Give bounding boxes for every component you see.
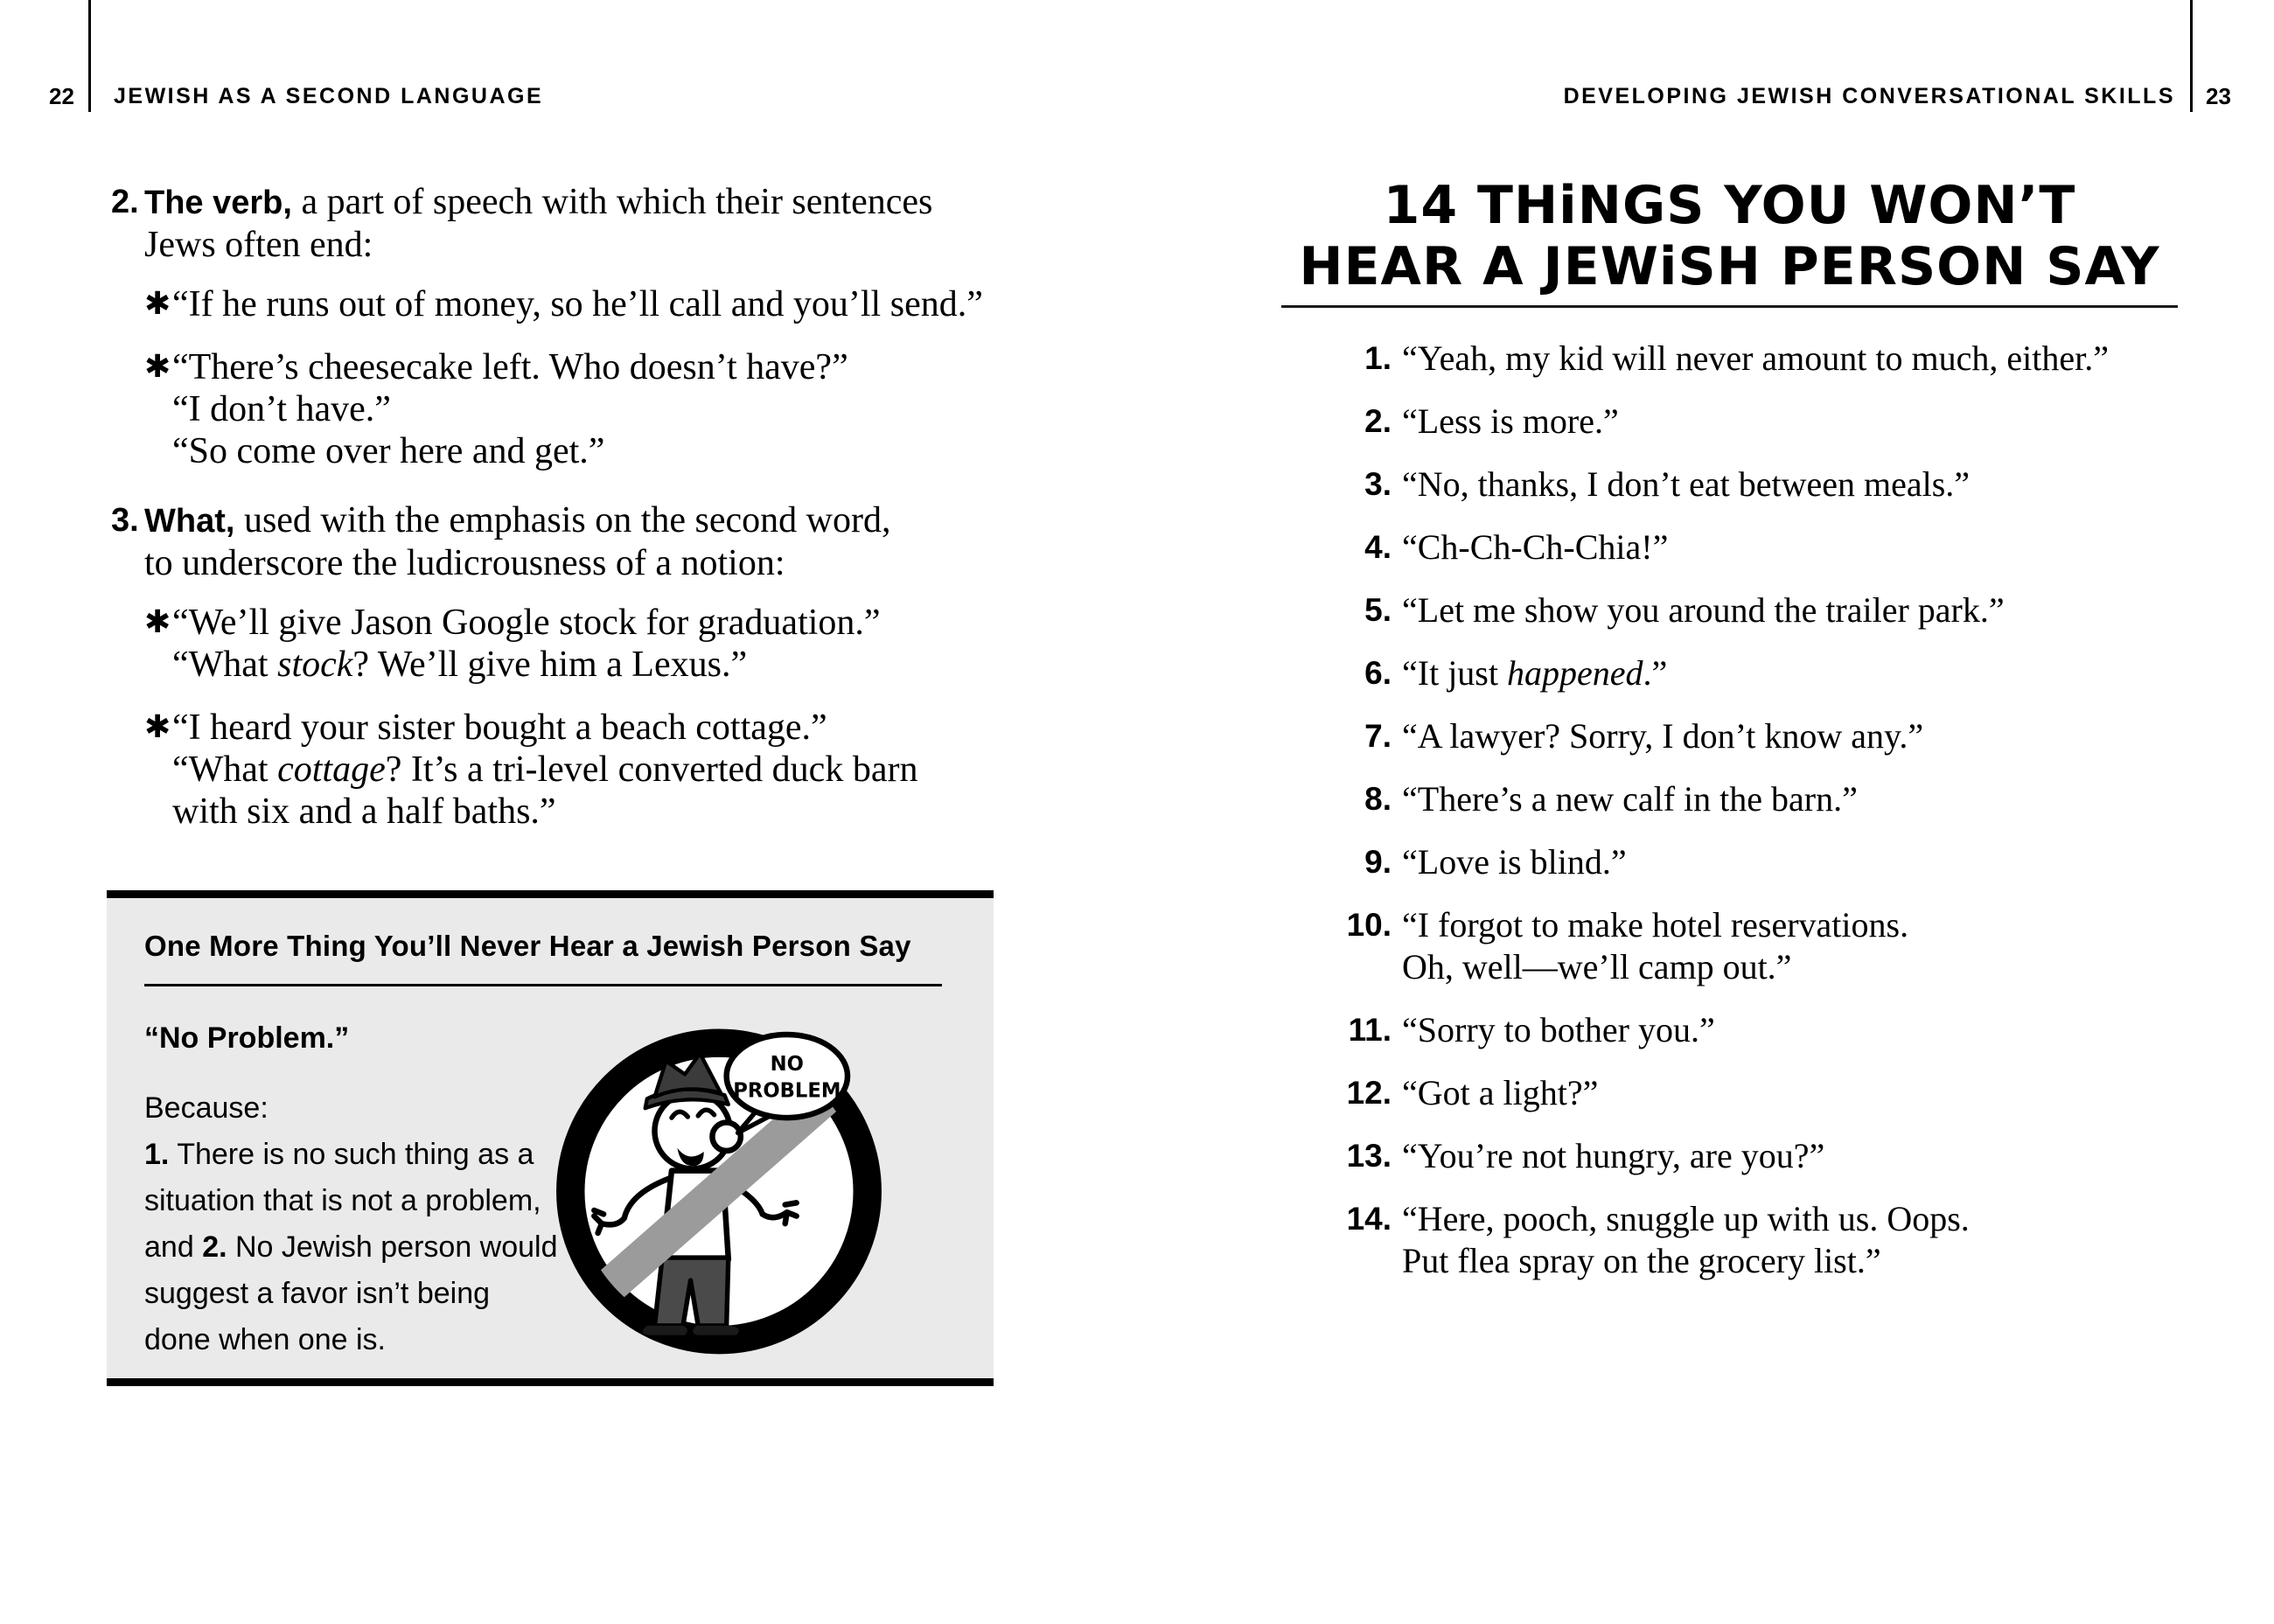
list-item: 5. “Let me show you around the trailer park.” [1364, 590, 2005, 630]
callout-box [107, 890, 994, 1386]
list-item: 12. “Got a light?” [1346, 1073, 1599, 1112]
list-item: 13. “You’re not hungry, are you?” [1346, 1136, 1825, 1175]
section-number: 2. [111, 184, 139, 220]
header-rule-left [88, 0, 91, 112]
asterisk-bullet-icon: ✱ [144, 709, 171, 745]
list-item: 2. “Less is more.” [1364, 401, 1619, 441]
example-quote: ✱ “If he runs out of money, so he’ll call and you’ll send.” [144, 284, 983, 324]
chapter-title: 14 THiNGS YOU WON’T HEAR A JEWiSH PERSON SAY [1299, 175, 2160, 297]
page-number-right: 23 [2206, 83, 2231, 109]
callout-heading: One More Thing You’ll Never Hear a Jewish Person Say [144, 930, 911, 962]
section-lead: The verb, a part of speech with which their sentences [144, 182, 933, 222]
list-item: 7. “A lawyer? Sorry, I don’t know any.” [1364, 716, 1924, 756]
section-lead-cont: to underscore the ludicrousness of a notion: [144, 543, 785, 583]
example-quote: ✱ “I heard your sister bought a beach cottage.” “What cottage? It’s a tri-level converted duck barn with six and a half baths.” [144, 707, 918, 832]
page-number-left: 22 [49, 83, 74, 109]
list-item: 1. “Yeah, my kid will never amount to much, either.” [1364, 338, 2109, 378]
callout-quote: “No Problem.” [144, 1021, 350, 1055]
callout-heading-rule [144, 984, 942, 986]
no-problem-illustration [548, 1012, 889, 1362]
fourteen-things-list [1334, 338, 2235, 1303]
list-item: 10. “I forgot to make hotel reservations. Oh, well—we’ll camp out.” [1346, 905, 1909, 986]
section-the-verb [111, 181, 1047, 472]
list-item: 14. “Here, pooch, snuggle up with us. Oops. Put flea spray on the grocery list.” [1346, 1199, 1970, 1280]
running-head-left: JEWISH AS A SECOND LANGUAGE [114, 84, 544, 108]
example-quote: ✱ “We’ll give Jason Google stock for graduation.” “What stock? We’ll give him a Lexus.” [144, 603, 881, 685]
example-quote: ✱ “There’s cheesecake left. Who doesn’t have?” “I don’t have.” “So come over here and get.” [144, 347, 848, 471]
asterisk-bullet-icon: ✱ [144, 604, 171, 640]
left-page-content [111, 181, 1047, 833]
list-item: 9. “Love is blind.” [1364, 842, 1627, 882]
svg-text:NO: NO [770, 1053, 804, 1077]
list-item: 6. “It just happened.” [1364, 653, 1668, 693]
section-number: 3. [111, 502, 139, 539]
header-rule-right [2190, 0, 2193, 112]
callout-body: Because: 1. There is no such thing as a situation that is not a problem, and 2. No Jewish person would suggest a favor isn’t being done when one is. [144, 1091, 558, 1356]
list-item: 8. “There’s a new calf in the barn.” [1364, 779, 1858, 819]
asterisk-bullet-icon: ✱ [144, 349, 171, 385]
list-item: 3. “No, thanks, I don’t eat between meals.” [1364, 464, 1971, 504]
section-lead: What, used with the emphasis on the second word, [144, 500, 891, 540]
svg-text:PROBLEM: PROBLEM [733, 1079, 841, 1103]
section-what [111, 499, 1047, 833]
list-item: 11. “Sorry to bother you.” [1348, 1010, 1715, 1049]
asterisk-bullet-icon: ✱ [144, 286, 171, 322]
list-item: 4. “Ch-Ch-Ch-Chia!” [1364, 527, 1669, 567]
chapter-title-rule [1281, 305, 2178, 308]
section-lead-cont: Jews often end: [144, 225, 373, 265]
running-head-right: DEVELOPING JEWISH CONVERSATIONAL SKILLS [1563, 84, 2175, 108]
